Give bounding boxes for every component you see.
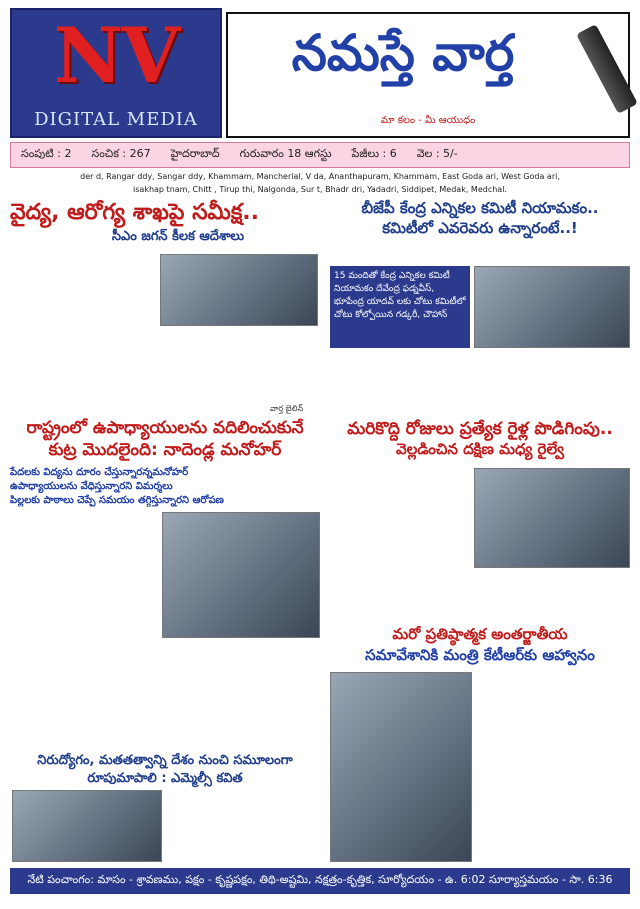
train-photo — [474, 468, 630, 568]
date: గురువారం 18 ఆగస్టు — [239, 147, 332, 160]
masthead — [226, 12, 630, 138]
volume: సంపుటి : 2 — [21, 147, 72, 160]
bjp-headline-1: బీజేపీ కేంద్ర ఎన్నికల కమిటీ నియామకం.. — [361, 199, 599, 217]
nv-logo-letters: NV — [53, 11, 179, 100]
rail-headline-1: మరికొద్ది రోజులు ప్రత్యేక రైళ్ల పొడిగింపు.. — [347, 419, 613, 439]
footer-panchangam: నేటి పంచాంగం: మాసం - శ్రావణము, పక్షం - కృష్ణపక్షం, తిథి-అష్టమి, నక్షత్రం-కృత్తిక, సూర్యోదయం - ఉ. 6:02 సూర్యాస్తమయం - సా. 6:36 — [10, 868, 630, 894]
kavitha-photo — [12, 790, 162, 862]
manohar-photo — [162, 512, 320, 638]
bjp-summary-box: 15 మందితో కేంద్ర ఎన్నికల కమిటీ నియామకం దేవేంద్ర ఫడ్నవీస్, భూపేంద్ర యాదవ్ లకు చోటు కమిటీలో చోటు కోల్పోయిన గడ్కరీ, చౌహాన్ — [330, 266, 470, 348]
ktr-headline-2: సమావేశానికి మంత్రి కేటీఆర్‌కు ఆహ్వానం — [365, 646, 595, 664]
teachers-article — [12, 512, 158, 744]
teachers-headline: రాష్ట్రంలో ఉపాధ్యాయులను వదిలించుకునే కుట్ర మొదలైంది: నాదెండ్ల మనోహర్ — [26, 418, 304, 460]
teachers-article-2 — [162, 642, 320, 744]
districts-line: der d, Rangar ddy, Sangar ddy, Khammam, Mancherial, V da, Ananthapuram, Khammam, East Goda ari, West Goda ari, isakhap tnam, Chitt , Tirup thi, Nalgonda, Sur t, Bhadr dri, Yadadri, Siddipet, Medak, Medchal. — [80, 172, 560, 194]
health-subheadline: సీఎం జగన్ కీలక ఆదేశాలు — [111, 229, 245, 244]
ktr-headline-1: మరో ప్రతిష్ఠాత్మక అంతర్జాతీయ — [392, 625, 568, 643]
pen-icon — [576, 24, 638, 114]
ktr-photo — [330, 672, 472, 862]
health-headline: వైద్య, ఆరోగ్య శాఖపై సమీక్ష.. — [10, 200, 260, 225]
masthead-tagline: మా కలం - మీ ఆయుధం — [380, 115, 476, 126]
meeting-photo — [160, 254, 318, 326]
nv-logo — [10, 8, 222, 138]
rail-headline-2: వెల్లడించిన దక్షిణ మధ్య రైల్వే — [396, 440, 564, 458]
bjp-photo — [474, 266, 630, 348]
nv-logo-caption: DIGITAL MEDIA — [34, 109, 198, 130]
masthead-title: నమస్తే వార్త — [291, 23, 515, 82]
health-article-col1 — [12, 254, 154, 404]
health-article-col2 — [160, 330, 318, 404]
issue: సంచిక : 267 — [91, 147, 151, 160]
issue-info-bar — [10, 142, 630, 168]
price: వెల : 5/- — [416, 147, 458, 160]
ktr-article — [476, 672, 630, 862]
kavitha-headline: నిరుద్యోగం, మతతత్వాన్ని దేశం నుంచి సమూలంగా రూపుమాపాలి : ఎమ్మెల్సీ కవిత — [37, 753, 293, 786]
city: హైదరాబాద్ — [170, 147, 220, 160]
teachers-blurb: పేదలకు విద్యను దూరం చేస్తున్నారన్నమనోహర్ ఉపాధ్యాయులను వేధిస్తున్నారని విమర్శలు పిల్లలకు పాఠాలు చెప్పే సమయం తగ్గిస్తున్నారని ఆరోపణ — [10, 467, 224, 506]
kavitha-article — [166, 790, 320, 862]
pages: పేజీలు : 6 — [351, 147, 397, 160]
bjp-article — [330, 352, 630, 412]
rail-article — [330, 468, 470, 618]
bjp-headline-2: కమిటీలో ఎవరెవరు ఉన్నారంటే..! — [382, 219, 578, 237]
byline: వార్త బైలిన్ — [270, 404, 304, 413]
